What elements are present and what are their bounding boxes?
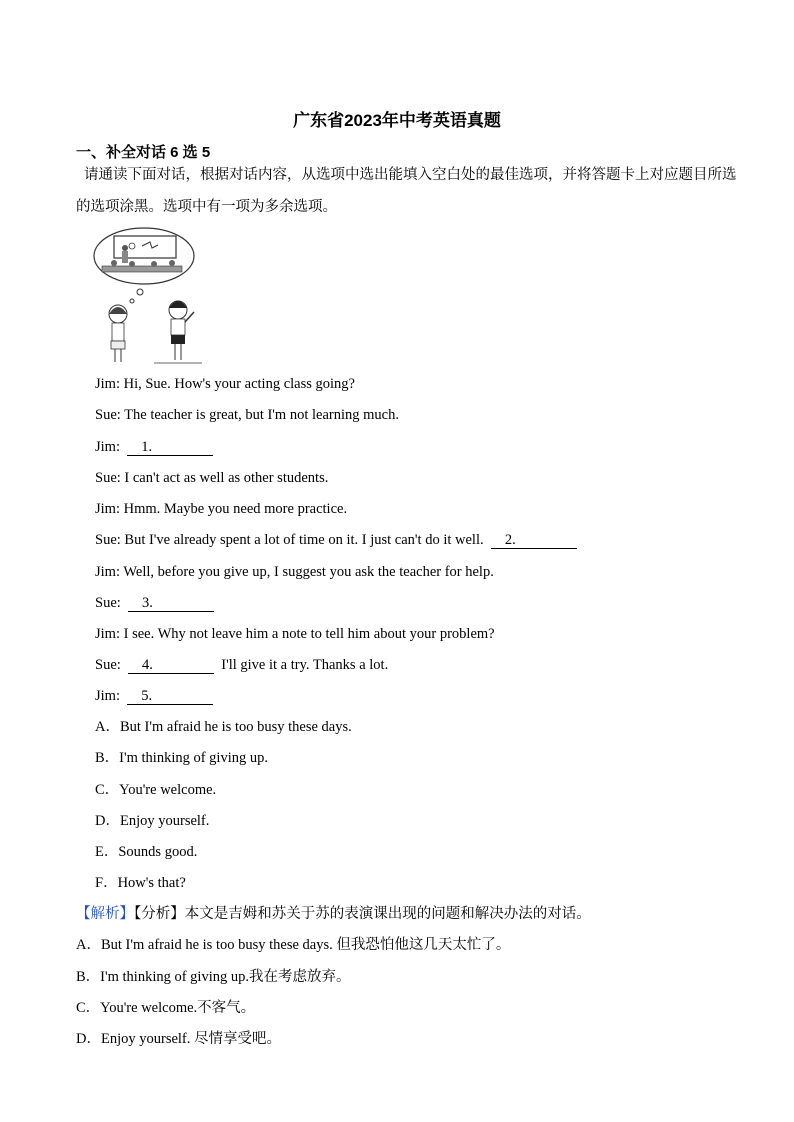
option-c <box>95 780 216 800</box>
option-text: Enjoy yourself. <box>119 813 210 829</box>
analysis-english: But I'm afraid he is too busy these days. <box>100 937 333 953</box>
option-text: How's that? <box>117 875 186 891</box>
option-letter: C． <box>95 782 120 798</box>
option-b <box>95 748 268 768</box>
speaker: Jim: <box>95 564 120 580</box>
section-heading: 一、补全对话 6 选 5 <box>76 144 211 161</box>
speaker: Jim: <box>95 439 120 455</box>
option-letter: A． <box>95 719 120 735</box>
page-title: 广东省2023年中考英语真题 <box>293 111 501 130</box>
analysis-english: You're welcome. <box>100 1000 198 1016</box>
answer-blank-3[interactable]: 3. <box>128 595 214 612</box>
dialogue-text: Hmm. Maybe you need more practice. <box>123 501 348 517</box>
dialogue-line <box>95 655 388 675</box>
analysis-item <box>76 967 351 987</box>
dialogue-line <box>95 686 213 706</box>
option-letter: F． <box>95 875 118 891</box>
option-a <box>95 717 352 737</box>
instruction-line-1: 请通读下面对话，根据对话内容，从选项中选出能填入空白处的最佳选项，并将答题卡上对应题目所选 <box>84 167 737 183</box>
dialogue-line <box>95 624 495 644</box>
analysis-item <box>76 998 255 1018</box>
option-text: Sounds good. <box>118 844 198 860</box>
analysis-item <box>76 1029 281 1049</box>
dialogue-text: Well, before you give up, I suggest you ask the teacher for help. <box>123 564 494 580</box>
speaker: Jim: <box>95 376 120 392</box>
analysis-summary <box>76 904 591 924</box>
analysis-text: 本文是吉姆和苏关于苏的表演课出现的问题和解决办法的对话。 <box>184 906 591 922</box>
answer-blank-4[interactable]: 4. <box>128 657 214 674</box>
dialogue-text: I'll give it a try. Thanks a lot. <box>221 657 389 673</box>
dialogue-line <box>95 593 214 613</box>
dialogue-text: I see. Why not leave him a note to tell him about your problem? <box>123 626 495 642</box>
dialogue-text: I can't act as well as other students. <box>124 470 329 486</box>
analysis-translation: 我在考虑放弃。 <box>249 969 351 985</box>
speaker: Sue: <box>95 407 121 423</box>
dialogue-line <box>95 405 399 425</box>
option-text: You're welcome. <box>119 782 217 798</box>
speaker: Sue: <box>95 470 121 486</box>
analysis-tag: 【解析】 <box>76 906 134 922</box>
speaker: Sue: <box>95 657 121 673</box>
answer-blank-2[interactable]: 2. <box>491 532 577 549</box>
analysis-english: I'm thinking of giving up. <box>100 969 249 985</box>
dialogue-line <box>95 468 328 488</box>
option-letter: D． <box>95 813 120 829</box>
analysis-letter: A． <box>76 937 101 953</box>
option-text: But I'm afraid he is too busy these days. <box>119 719 352 735</box>
speaker: Jim: <box>95 688 120 704</box>
analysis-letter: C． <box>76 1000 101 1016</box>
option-text: I'm thinking of giving up. <box>119 750 268 766</box>
dialogue-line <box>95 499 347 519</box>
option-e <box>95 842 197 862</box>
dialogue-text: But I've already spent a lot of time on it. I just can't do it well. <box>124 532 484 548</box>
dialogue-line <box>95 562 494 582</box>
analysis-item <box>76 935 510 955</box>
option-letter: E． <box>95 844 119 860</box>
answer-blank-5[interactable]: 5. <box>127 688 213 705</box>
option-f <box>95 873 186 893</box>
analysis-letter: B． <box>76 969 101 985</box>
dialogue-line <box>95 437 213 457</box>
analysis-translation: 但我恐怕他这几天太忙了。 <box>332 937 511 953</box>
dialogue-text: The teacher is great, but I'm not learning much. <box>124 407 399 423</box>
dialogue-line <box>95 530 577 550</box>
dialogue-line <box>95 374 355 394</box>
speaker: Sue: <box>95 595 121 611</box>
option-letter: B． <box>95 750 120 766</box>
answer-blank-1[interactable]: 1. <box>127 439 213 456</box>
analysis-label: 【分析】 <box>134 906 185 922</box>
option-d <box>95 811 209 831</box>
analysis-english: Enjoy yourself. <box>100 1031 191 1047</box>
speaker: Jim: <box>95 501 120 517</box>
dialogue-text: Hi, Sue. How's your acting class going? <box>123 376 355 392</box>
analysis-translation: 尽情享受吧。 <box>190 1031 282 1047</box>
dialogue-illustration <box>92 226 208 366</box>
analysis-letter: D． <box>76 1031 101 1047</box>
instruction-line-2: 的选项涂黑。选项中有一项为多余选项。 <box>76 199 337 215</box>
speaker: Jim: <box>95 626 120 642</box>
speaker: Sue: <box>95 532 121 548</box>
analysis-translation: 不客气。 <box>197 1000 256 1016</box>
